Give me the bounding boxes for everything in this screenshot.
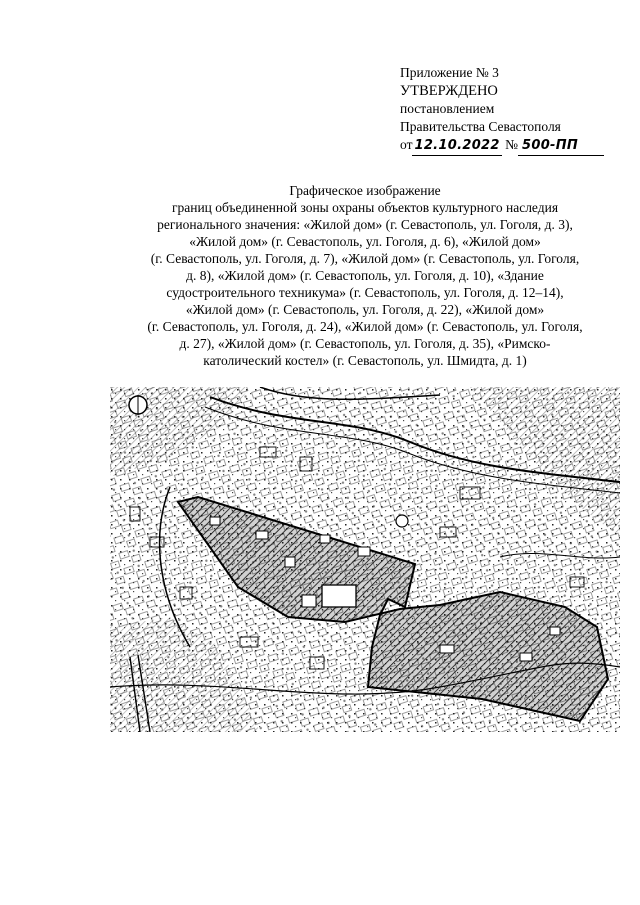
map-building: [285, 557, 295, 567]
title-line: регионального значения: «Жилой дом» (г. Севастополь, ул. Гоголя, д. 3),: [157, 217, 573, 232]
map-building: [322, 585, 356, 607]
decree-number: 500-ПП: [522, 138, 579, 153]
map-building: [440, 645, 454, 653]
approved-label: УТВЕРЖДЕНО: [400, 83, 498, 99]
boundary-map: [110, 387, 620, 732]
title-line: «Жилой дом» (г. Севастополь, ул. Гоголя, д. 22), «Жилой дом»: [185, 302, 545, 317]
map-building: [520, 653, 532, 661]
title-line: «Жилой дом» (г. Севастополь, ул. Гоголя, д. 6), «Жилой дом»: [189, 234, 541, 249]
title-line: католический костел» (г. Севастополь, ул. Шмидта, д. 1): [203, 353, 527, 368]
title-line: д. 8), «Жилой дом» (г. Севастополь, ул. Гоголя, д. 10), «Здание: [186, 268, 544, 283]
title-line: Графическое изображение: [289, 183, 441, 198]
map-building: [358, 547, 370, 556]
map-building: [256, 531, 268, 539]
title-line: (г. Севастополь, ул. Гоголя, д. 24), «Жилой дом» (г. Севастополь, ул. Гоголя,: [147, 319, 583, 334]
decree-label: постановлением: [400, 101, 495, 116]
map-landmark-marker: [396, 515, 408, 527]
number-prefix: №: [505, 137, 518, 152]
date-prefix: от: [400, 137, 413, 152]
decree-signature-line: [400, 136, 630, 156]
map-image: [110, 387, 620, 732]
map-building: [302, 595, 316, 607]
map-building: [550, 627, 560, 635]
appendix-label: Приложение № 3: [400, 65, 499, 80]
map-building: [320, 535, 330, 543]
approval-block: [400, 64, 630, 156]
decree-date: 12.10.2022: [414, 138, 500, 153]
title-line: границ объединенной зоны охраны объектов культурного наследия: [171, 200, 559, 215]
title-line: судостроительного техникума» (г. Севастополь, ул. Гоголя, д. 12–14),: [166, 285, 564, 300]
title-line: д. 27), «Жилой дом» (г. Севастополь, ул. Гоголя, д. 35), «Римско-: [179, 336, 551, 351]
title-line: (г. Севастополь, ул. Гоголя, д. 7), «Жилой дом» (г. Севастополь, ул. Гоголя,: [150, 251, 580, 266]
document-title: [100, 182, 630, 369]
map-building: [210, 517, 220, 525]
government-label: Правительства Севастополя: [400, 119, 561, 134]
